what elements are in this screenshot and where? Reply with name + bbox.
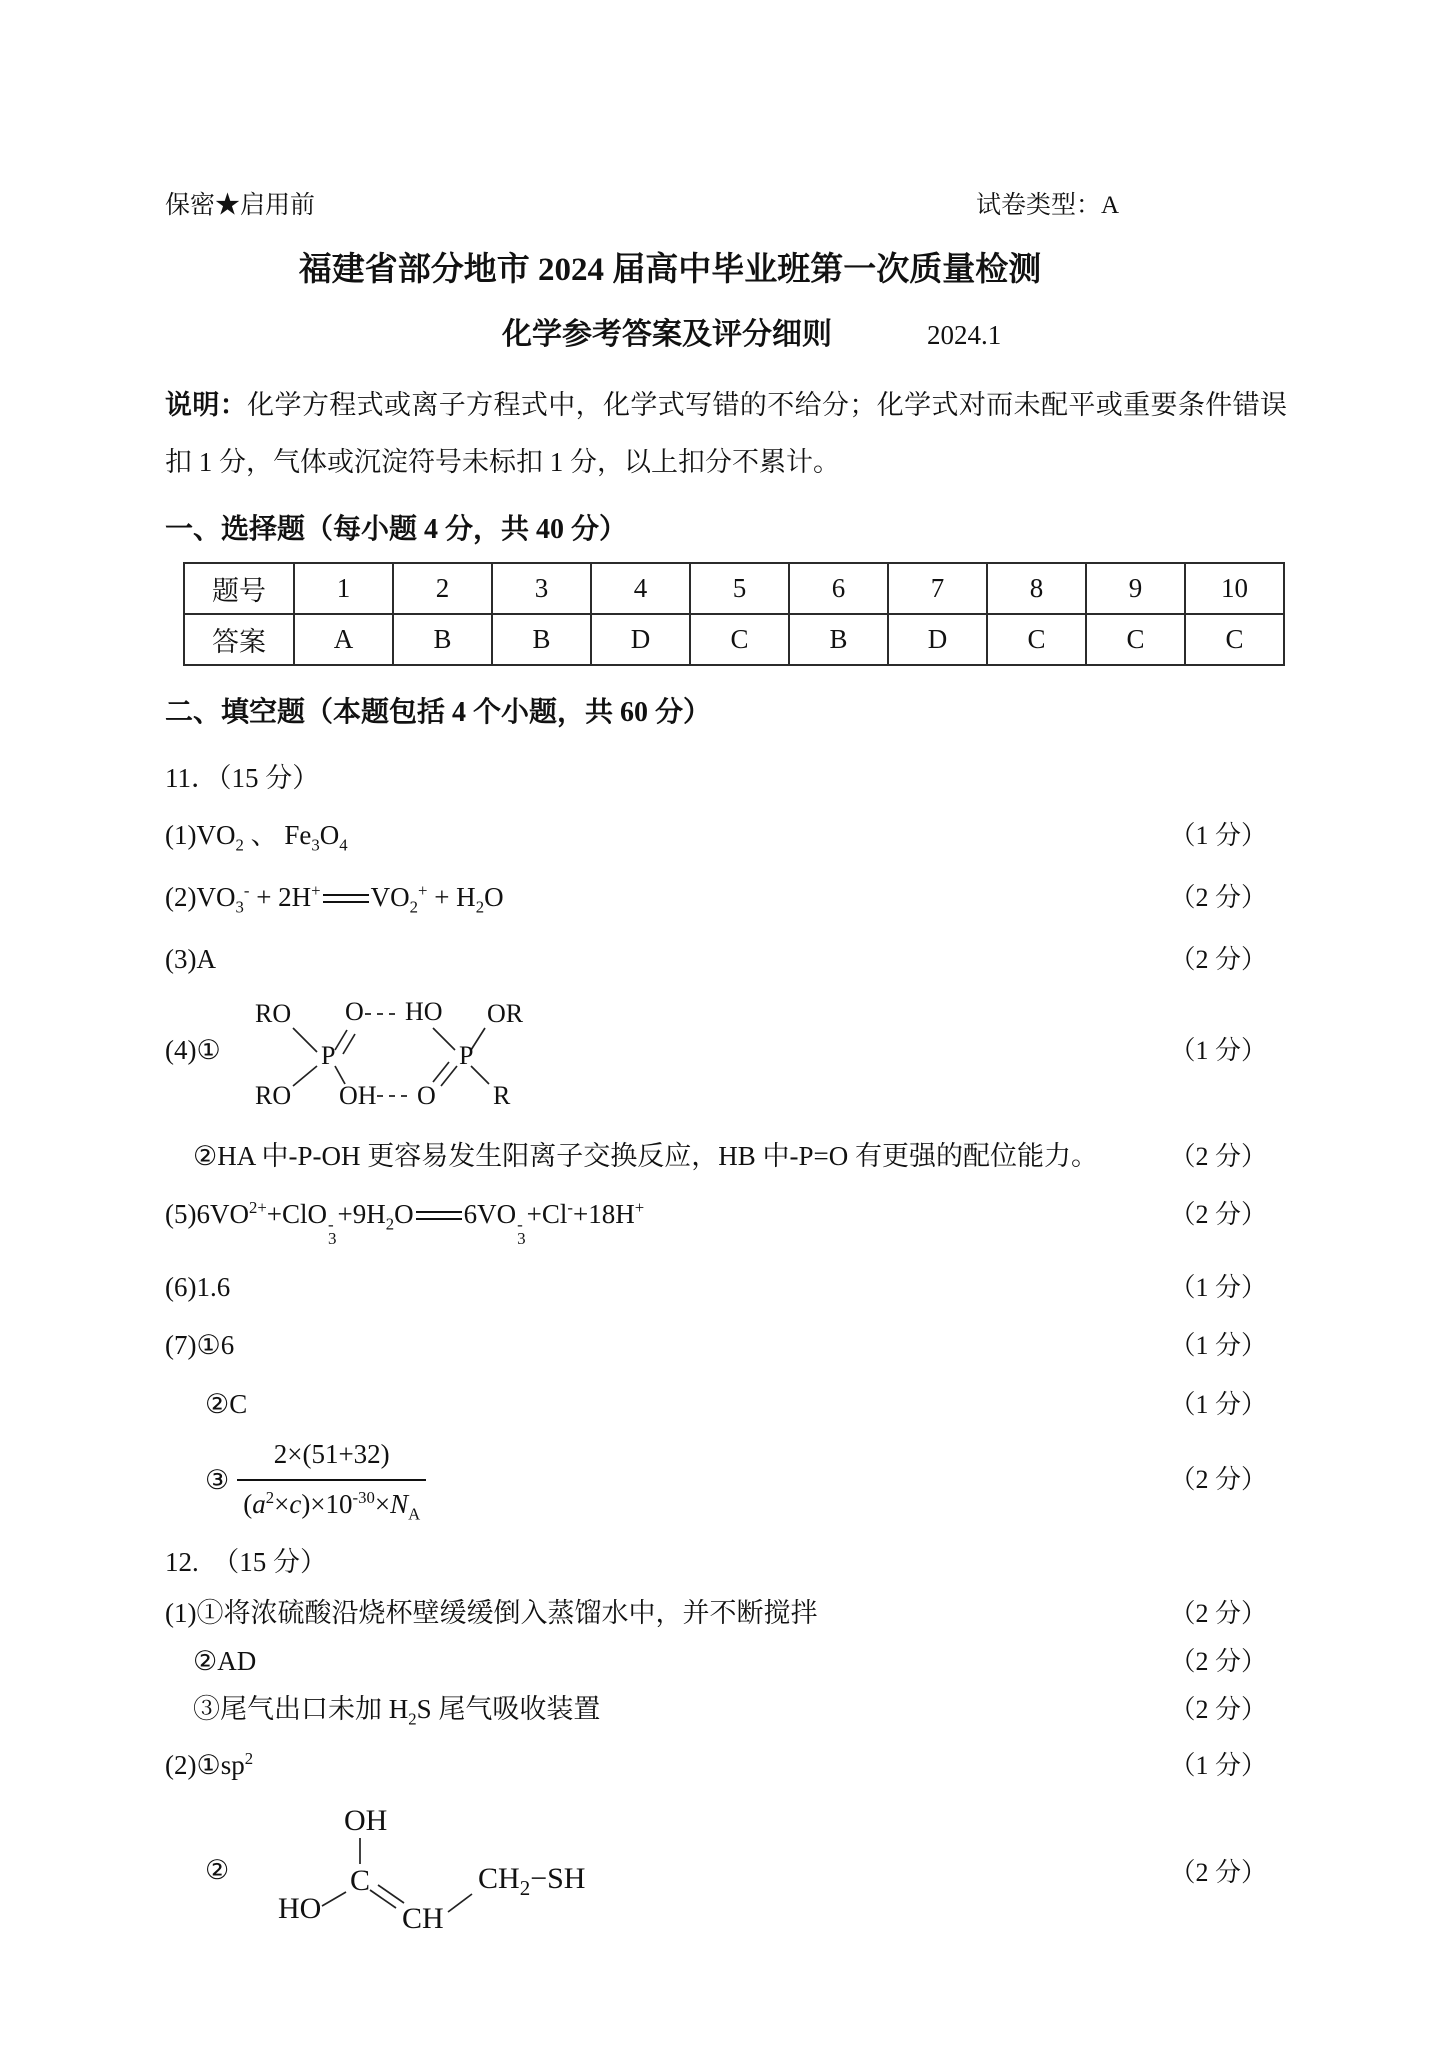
score-badge: （2 分） <box>1169 1141 1267 1171</box>
answer-cell: D <box>591 614 690 665</box>
label-O-top: O <box>344 996 364 1026</box>
question-number-cell: 1 <box>294 563 393 614</box>
security-classification: 保密★启用前 <box>165 192 316 219</box>
answer-cell: D <box>888 614 987 665</box>
answer-label: ③ <box>205 1464 230 1495</box>
answer-text: (3)A <box>165 944 216 975</box>
answer-cell: C <box>1086 614 1185 665</box>
label-P-right: P <box>458 1040 474 1070</box>
answer-text: ②C <box>205 1388 248 1419</box>
score-badge: （2 分） <box>1169 1465 1267 1495</box>
answer-label: (4)① <box>165 1035 221 1066</box>
q11-answer-2 <box>165 879 1287 919</box>
fraction <box>237 1434 426 1525</box>
score-badge: （2 分） <box>1169 1695 1267 1725</box>
answer-cell: B <box>789 614 888 665</box>
q11-answer-1 <box>165 817 1287 857</box>
label-OR-top-right: OR <box>486 998 523 1028</box>
question-number-cell: 9 <box>1086 563 1185 614</box>
q11-answer-7b <box>165 1386 1287 1422</box>
note-text: 化学方程式或离子方程式中，化学式写错的不给分；化学式对而未配平或重要条件错误扣 1 分，气体或沉淀符号未标扣 1 分，以上扣分不累计。 <box>165 389 1287 477</box>
grading-note <box>165 377 1287 491</box>
document-title: 福建省部分地市 2024 届高中毕业班第一次质量检测 <box>298 252 1042 288</box>
document-subtitle: 化学参考答案及评分细则 <box>502 317 832 351</box>
label-R-bottom-right: R <box>492 1080 511 1110</box>
label-RO-bottom-left: RO <box>254 1080 291 1110</box>
q11-answer-7a <box>165 1327 1287 1363</box>
label-HO: HO <box>277 1891 322 1925</box>
row-header-answers: 答案 <box>184 614 294 665</box>
answer-text: (1)①将浓硫酸沿烧杯壁缓缓倒入蒸馏水中，并不断搅拌 <box>165 1597 818 1628</box>
fraction-numerator: 2×(51+32) <box>237 1434 426 1480</box>
answer-text: $(2)①sp^2$ <box>165 1749 254 1781</box>
answer-label: ② <box>205 1855 230 1886</box>
label-HO-top: HO <box>404 996 443 1026</box>
q11-answer-3 <box>165 941 1287 977</box>
answer-structure <box>165 992 580 1110</box>
q11-answer-6 <box>165 1269 1287 1305</box>
section2-heading: 二、填空题（本题包括 4 个小题，共 60 分） <box>165 697 712 729</box>
question-number-cell: 10 <box>1185 563 1284 614</box>
question-number-cell: 6 <box>789 563 888 614</box>
q11-answer-7c <box>165 1434 1287 1525</box>
label-O-bottom: O <box>416 1080 436 1110</box>
q11-answer-5 <box>165 1196 1287 1247</box>
section1-heading: 一、选择题（每小题 4 分，共 40 分） <box>165 513 628 545</box>
answer-text: $(5)6VO^{2+}+ClO$ - 3 $+9H_2O$ 6VO - 3 +Cl-+18H+ <box>165 1197 645 1249</box>
score-badge: （1 分） <box>1169 1389 1267 1419</box>
label-CH2-SH: $CH_2-SH$ <box>477 1861 586 1900</box>
score-badge: （2 分） <box>1169 1598 1267 1628</box>
row-header-numbers: 题号 <box>184 563 294 614</box>
q12-answer-1b <box>165 1643 1287 1679</box>
answer-table <box>183 562 1285 666</box>
label-OH-bottom: OH <box>338 1080 377 1110</box>
enol-thiol-structure <box>250 1798 680 1948</box>
score-badge: （1 分） <box>1169 1272 1267 1302</box>
q11-answer-4-structure <box>165 992 1287 1110</box>
q12-answer-1c <box>165 1691 1287 1731</box>
question-number-cell: 2 <box>393 563 492 614</box>
q12-answer-1a <box>165 1595 1287 1631</box>
question-number-cell: 7 <box>888 563 987 614</box>
q11-answer-4b <box>165 1138 1287 1174</box>
score-badge: （2 分） <box>1169 945 1267 975</box>
answer-cell: C <box>1185 614 1284 665</box>
table-row-numbers <box>184 563 1284 614</box>
score-badge: （2 分） <box>1169 883 1267 913</box>
score-badge: （1 分） <box>1169 1331 1267 1361</box>
subtitle-row <box>165 309 1287 353</box>
q12-answer-2a <box>165 1747 1287 1783</box>
answer-text: (6)1.6 <box>165 1271 231 1302</box>
question-number-cell: 5 <box>690 563 789 614</box>
paper-type: 试卷类型：A <box>975 192 1119 219</box>
fraction-denominator: $(a^2\times c)\times 10^{-30}\times N_A$ <box>243 1487 421 1523</box>
note-label: 说明： <box>165 389 248 420</box>
answer-text: ②HA 中-P-OH 更容易发生阳离子交换反应，HB 中-P=O 有更强的配位能力。 <box>193 1140 1098 1171</box>
question-11-label: 11．（15 分） <box>165 763 320 794</box>
answer-cell: C <box>690 614 789 665</box>
label-C: C <box>349 1863 370 1897</box>
score-badge: （2 分） <box>1169 1858 1267 1888</box>
score-badge: （1 分） <box>1169 1035 1267 1065</box>
label-RO-top-left: RO <box>254 998 291 1028</box>
answer-formula <box>165 1434 426 1525</box>
score-badge: （2 分） <box>1169 1646 1267 1676</box>
score-badge: （1 分） <box>1169 1751 1267 1781</box>
question-number-cell: 3 <box>492 563 591 614</box>
table-row-answers <box>184 614 1284 665</box>
question-12-label: 12. （15 分） <box>165 1546 327 1577</box>
answer-cell: B <box>492 614 591 665</box>
answer-text: $(2)VO_3^- + 2H^+$ $VO_2^+ + H_2O$ <box>165 881 504 917</box>
label-CH: CH <box>401 1901 444 1935</box>
label-OH: OH <box>343 1803 388 1837</box>
phosphate-dimer-structure <box>235 992 580 1110</box>
answer-text: ②AD <box>193 1645 257 1676</box>
answer-structure <box>165 1798 680 1948</box>
score-badge: （1 分） <box>1169 821 1267 851</box>
answer-text: ③尾气出口未加 $H_2S$ 尾气吸收装置 <box>193 1694 601 1729</box>
answer-text: $(1)VO_2$ 、 $Fe_3O_4$ <box>165 820 348 855</box>
exam-date: 2024.1 <box>927 319 1002 350</box>
label-P-left: P <box>320 1040 336 1070</box>
question-number-cell: 8 <box>987 563 1086 614</box>
answer-text: (7)①6 <box>165 1330 235 1361</box>
answer-cell: B <box>393 614 492 665</box>
answer-cell: C <box>987 614 1086 665</box>
page-header <box>165 190 1287 222</box>
question-number-cell: 4 <box>591 563 690 614</box>
answer-cell: A <box>294 614 393 665</box>
q12-answer-2b-structure <box>165 1798 1287 1948</box>
score-badge: （2 分） <box>1169 1199 1267 1229</box>
